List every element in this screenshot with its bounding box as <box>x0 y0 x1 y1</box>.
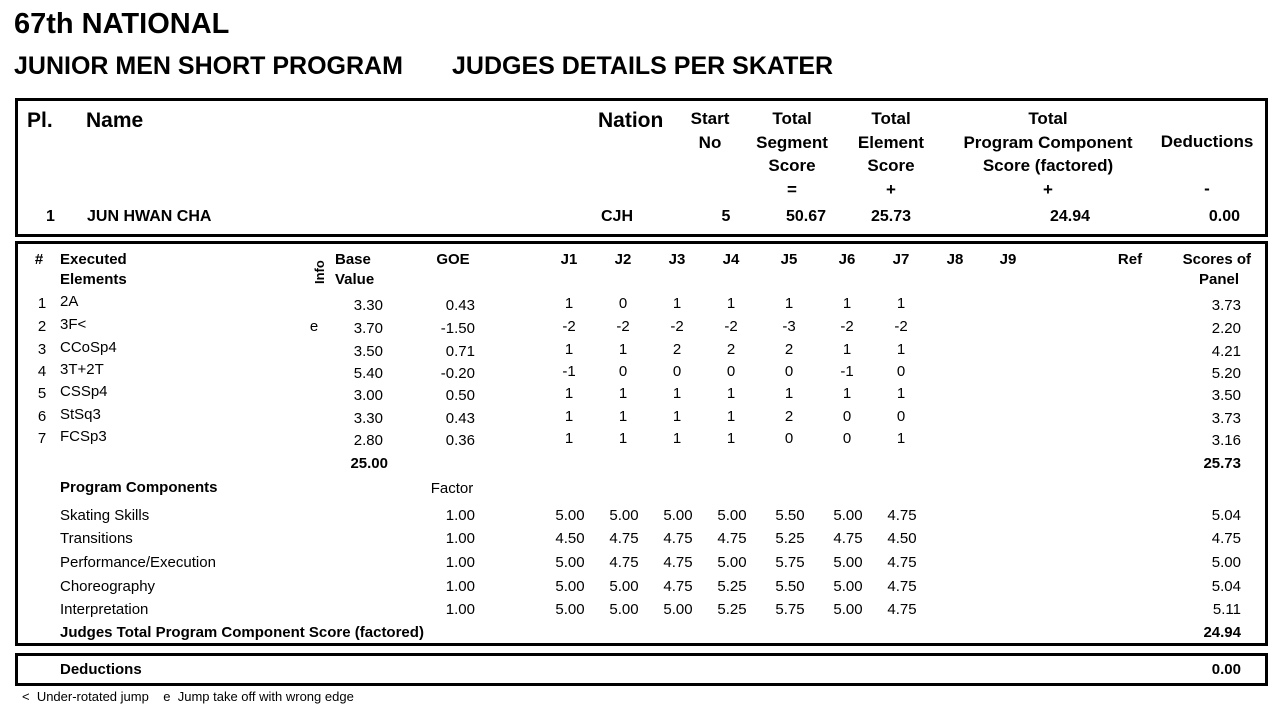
elements-base-total: 25.00 <box>350 455 388 472</box>
skater-deductions: 0.00 <box>1208 208 1240 225</box>
name-header: Name <box>86 109 144 132</box>
deductions-label: Deductions <box>60 661 142 678</box>
details-box <box>15 241 1268 646</box>
skater-tes: 25.73 <box>870 208 912 225</box>
component-judge-score: 5.00 <box>609 507 639 524</box>
component-judge-score: 5.00 <box>609 601 639 618</box>
component-judge-score: 5.00 <box>717 507 747 524</box>
component-factor: 1.00 <box>445 554 475 571</box>
deductions-value: 0.00 <box>1211 661 1241 678</box>
components-factor-header: Factor <box>430 480 474 497</box>
components-total-value: 24.94 <box>1203 624 1241 641</box>
element-judge-score: 1 <box>564 341 574 358</box>
col-judge-header: J2 <box>614 251 632 268</box>
component-judge-score: 5.00 <box>609 578 639 595</box>
component-judge-score: 4.75 <box>663 554 693 571</box>
element-judge-score: 1 <box>896 430 906 447</box>
element-judge-score: 2 <box>726 341 736 358</box>
skater-place: 1 <box>46 208 55 225</box>
element-num: 7 <box>37 430 47 447</box>
component-name: Performance/Execution <box>60 554 216 571</box>
component-judge-score: 5.00 <box>717 554 747 571</box>
element-judge-score: 1 <box>784 295 794 312</box>
col-ref-header: Ref <box>1117 251 1143 268</box>
components-label: Program Components <box>60 479 218 496</box>
component-panel: 5.11 <box>1212 601 1241 618</box>
element-name: 2A <box>60 293 79 310</box>
element-num: 6 <box>37 408 47 425</box>
element-goe: -1.50 <box>440 320 475 337</box>
place-header: Pl. <box>27 109 53 132</box>
element-base: 3.50 <box>353 343 383 360</box>
element-panel: 3.73 <box>1211 410 1241 427</box>
component-judge-score: 5.50 <box>775 507 805 524</box>
component-factor: 1.00 <box>445 601 475 618</box>
pcs-header: Total Program Component Score (factored) + <box>963 109 1133 199</box>
component-name: Choreography <box>60 578 156 595</box>
element-judge-score: 1 <box>564 430 574 447</box>
element-name: 3T+2T <box>60 361 104 378</box>
component-judge-score: 4.75 <box>887 601 917 618</box>
component-judge-score: 5.25 <box>775 530 805 547</box>
component-factor: 1.00 <box>445 578 475 595</box>
component-judge-score: 5.00 <box>555 554 585 571</box>
col-goe-header: GOE <box>436 251 470 268</box>
element-base: 3.30 <box>353 410 383 427</box>
element-judge-score: 1 <box>618 341 628 358</box>
deductions-box <box>15 653 1268 686</box>
component-panel: 4.75 <box>1211 530 1241 547</box>
element-judge-score: 1 <box>784 385 794 402</box>
col-judge-header: J9 <box>999 251 1017 268</box>
col-base-header: Base <box>335 251 371 268</box>
nation-header: Nation <box>598 109 664 132</box>
element-judge-score: 0 <box>784 363 794 380</box>
element-judge-score: 0 <box>842 408 852 425</box>
component-judge-score: 5.00 <box>663 601 693 618</box>
component-judge-score: 4.75 <box>717 530 747 547</box>
component-judge-score: 5.00 <box>833 578 863 595</box>
element-judge-score: 1 <box>842 341 852 358</box>
element-judge-score: 1 <box>618 408 628 425</box>
element-judge-score: 1 <box>726 385 736 402</box>
col-judge-header: J1 <box>560 251 578 268</box>
element-judge-score: 0 <box>784 430 794 447</box>
component-name: Skating Skills <box>60 507 150 524</box>
components-total-label: Judges Total Program Component Score (factored) <box>60 624 424 641</box>
element-goe: 0.36 <box>445 432 475 449</box>
segment-title: JUNIOR MEN SHORT PROGRAM <box>14 52 403 80</box>
element-judge-score: -2 <box>724 318 738 335</box>
element-judge-score: -3 <box>782 318 796 335</box>
element-judge-score: 1 <box>672 385 682 402</box>
element-judge-score: -1 <box>562 363 576 380</box>
col-judge-header: J6 <box>838 251 856 268</box>
element-judge-score: 0 <box>896 408 906 425</box>
element-goe: 0.43 <box>445 410 475 427</box>
element-panel: 3.73 <box>1211 297 1241 314</box>
tss-header: Total Segment Score = <box>756 109 828 199</box>
element-judge-score: 0 <box>618 295 628 312</box>
component-judge-score: 4.75 <box>887 578 917 595</box>
component-panel: 5.04 <box>1211 578 1241 595</box>
element-base: 2.80 <box>353 432 383 449</box>
element-judge-score: -2 <box>616 318 630 335</box>
skater-tss: 50.67 <box>785 208 827 225</box>
component-judge-score: 4.75 <box>663 578 693 595</box>
component-panel: 5.00 <box>1211 554 1241 571</box>
component-judge-score: 5.25 <box>717 601 747 618</box>
element-judge-score: 2 <box>784 341 794 358</box>
element-judge-score: 1 <box>672 295 682 312</box>
component-factor: 1.00 <box>445 530 475 547</box>
element-base: 3.30 <box>353 297 383 314</box>
element-base: 3.70 <box>353 320 383 337</box>
component-judge-score: 4.75 <box>609 554 639 571</box>
element-judge-score: 1 <box>672 430 682 447</box>
element-panel: 5.20 <box>1211 365 1241 382</box>
element-judge-score: 1 <box>564 408 574 425</box>
component-judge-score: 4.75 <box>833 530 863 547</box>
col-elements-header: Elements <box>60 271 127 288</box>
component-judge-score: 4.75 <box>609 530 639 547</box>
component-judge-score: 4.75 <box>887 507 917 524</box>
component-judge-score: 5.00 <box>555 601 585 618</box>
element-name: FCSp3 <box>60 428 107 445</box>
report-title: JUDGES DETAILS PER SKATER <box>452 52 834 80</box>
element-judge-score: 0 <box>672 363 682 380</box>
element-goe: 0.50 <box>445 387 475 404</box>
component-name: Transitions <box>60 530 133 547</box>
component-judge-score: 5.75 <box>775 601 805 618</box>
element-judge-score: -2 <box>894 318 908 335</box>
component-judge-score: 5.00 <box>663 507 693 524</box>
element-judge-score: 2 <box>784 408 794 425</box>
element-judge-score: 1 <box>896 341 906 358</box>
element-panel: 2.20 <box>1211 320 1241 337</box>
element-judge-score: 1 <box>564 385 574 402</box>
element-judge-score: 1 <box>896 385 906 402</box>
element-info: e <box>309 318 319 335</box>
col-num-header: # <box>34 251 44 268</box>
component-factor: 1.00 <box>445 507 475 524</box>
element-judge-score: 0 <box>842 430 852 447</box>
component-judge-score: 4.75 <box>887 554 917 571</box>
skater-start-no: 5 <box>721 208 731 225</box>
element-num: 3 <box>37 341 47 358</box>
element-num: 2 <box>37 318 47 335</box>
element-judge-score: -2 <box>670 318 684 335</box>
element-goe: -0.20 <box>440 365 475 382</box>
element-judge-score: -1 <box>840 363 854 380</box>
element-judge-score: 1 <box>564 295 574 312</box>
component-judge-score: 5.00 <box>833 507 863 524</box>
component-name: Interpretation <box>60 601 149 618</box>
element-name: CCoSp4 <box>60 339 117 356</box>
component-judge-score: 4.50 <box>887 530 917 547</box>
component-judge-score: 5.00 <box>833 601 863 618</box>
component-judge-score: 5.50 <box>775 578 805 595</box>
element-judge-score: 1 <box>842 295 852 312</box>
element-name: CSSp4 <box>60 383 108 400</box>
component-judge-score: 5.00 <box>555 578 585 595</box>
element-judge-score: -2 <box>840 318 854 335</box>
element-num: 5 <box>37 385 47 402</box>
deductions-header: Deductions - <box>1160 132 1254 198</box>
element-judge-score: 1 <box>896 295 906 312</box>
component-judge-score: 5.75 <box>775 554 805 571</box>
element-name: 3F< <box>60 316 87 333</box>
col-panel-header-2: Panel <box>1198 271 1239 288</box>
elements-panel-total: 25.73 <box>1203 455 1241 472</box>
footnote: < Under-rotated jump e Jump take off with wrong edge <box>22 689 354 704</box>
skater-name: JUN HWAN CHA <box>87 208 212 225</box>
element-judge-score: 1 <box>726 408 736 425</box>
element-judge-score: 0 <box>618 363 628 380</box>
element-panel: 3.50 <box>1211 387 1241 404</box>
element-goe: 0.71 <box>445 343 475 360</box>
start-no-header: Start No <box>690 109 730 152</box>
element-judge-score: 1 <box>672 408 682 425</box>
component-judge-score: 4.50 <box>555 530 585 547</box>
element-num: 1 <box>37 295 47 312</box>
element-judge-score: 0 <box>896 363 906 380</box>
element-judge-score: 1 <box>618 385 628 402</box>
element-name: StSq3 <box>60 406 101 423</box>
col-judge-header: J4 <box>722 251 740 268</box>
component-judge-score: 5.00 <box>833 554 863 571</box>
col-panel-header: Scores of <box>1182 251 1251 268</box>
component-judge-score: 4.75 <box>663 530 693 547</box>
event-title: 67th NATIONAL <box>14 8 230 40</box>
col-executed-header: Executed <box>60 251 127 268</box>
element-base: 3.00 <box>353 387 383 404</box>
component-panel: 5.04 <box>1211 507 1241 524</box>
col-judge-header: J8 <box>946 251 964 268</box>
skater-pcs: 24.94 <box>1049 208 1091 225</box>
element-judge-score: 2 <box>672 341 682 358</box>
element-judge-score: 1 <box>726 430 736 447</box>
element-panel: 4.21 <box>1211 343 1241 360</box>
element-panel: 3.16 <box>1211 432 1241 449</box>
col-judge-header: J3 <box>668 251 686 268</box>
col-judge-header: J7 <box>892 251 910 268</box>
component-judge-score: 5.00 <box>555 507 585 524</box>
element-base: 5.40 <box>353 365 383 382</box>
element-judge-score: 1 <box>618 430 628 447</box>
element-judge-score: 1 <box>842 385 852 402</box>
element-num: 4 <box>37 363 47 380</box>
component-judge-score: 5.25 <box>717 578 747 595</box>
element-judge-score: -2 <box>562 318 576 335</box>
col-info-header: Info <box>312 260 327 284</box>
element-judge-score: 1 <box>726 295 736 312</box>
col-value-header: Value <box>335 271 375 288</box>
skater-nation: CJH <box>601 208 634 225</box>
element-goe: 0.43 <box>445 297 475 314</box>
element-judge-score: 0 <box>726 363 736 380</box>
tes-header: Total Element Score + <box>857 109 925 199</box>
col-judge-header: J5 <box>780 251 798 268</box>
